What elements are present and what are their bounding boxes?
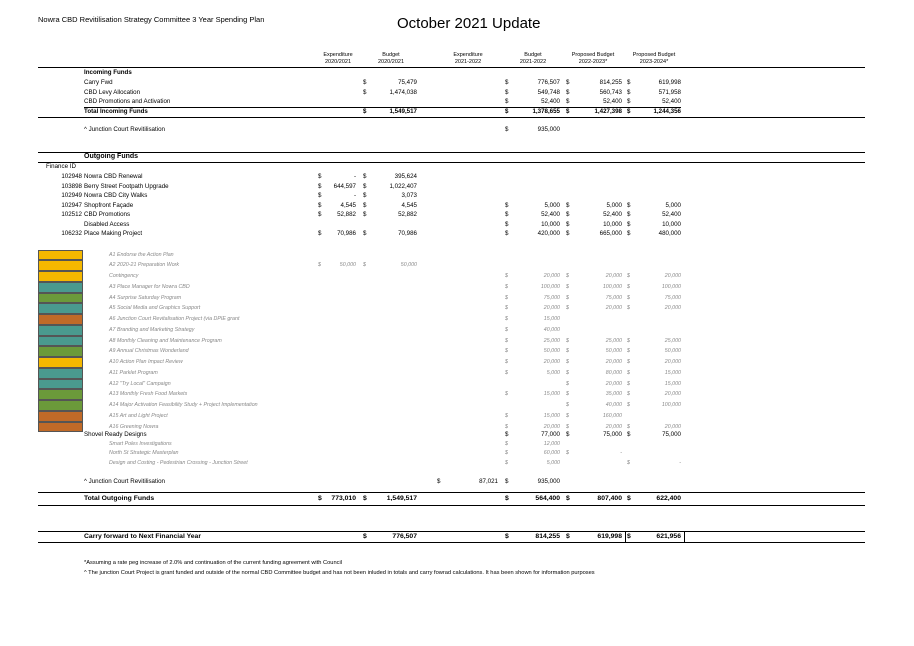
amount-bud2021: 1,549,517	[386, 495, 417, 502]
outgoing-row	[0, 201, 914, 210]
amount-p2324: 75,000	[664, 294, 681, 301]
amount-p2324: 15,000	[664, 380, 681, 387]
currency-symbol: $	[627, 220, 631, 228]
currency-symbol: $	[566, 98, 570, 106]
amount-p2324: 20,000	[664, 423, 681, 430]
currency-symbol: $	[566, 359, 569, 365]
currency-symbol: $	[505, 108, 509, 115]
amount-p2223: 560,743	[599, 88, 622, 96]
currency-symbol: $	[505, 305, 508, 312]
column-header: Expenditure 2021-2022	[453, 52, 483, 65]
amount-p2223: 10,000	[603, 220, 622, 228]
amount-exp2021: 644,597	[333, 182, 356, 190]
currency-symbol: $	[627, 88, 631, 96]
action-label: A7 Branding and Marketing Strategy	[109, 326, 195, 333]
amount-p2324: 20,000	[664, 305, 681, 312]
currency-symbol: $	[627, 294, 630, 301]
action-row	[0, 401, 914, 410]
update-title: October 2021 Update	[397, 15, 541, 32]
amount-p2324: 20,000	[664, 359, 681, 365]
finance-id: 102949	[61, 192, 82, 199]
currency-symbol: $	[566, 108, 570, 115]
action-row	[0, 337, 914, 346]
row-label: ^ Junction Court Revitilisation	[84, 478, 165, 485]
amount-p2223: 20,000	[605, 273, 622, 279]
currency-symbol: $	[566, 423, 569, 430]
action-row	[0, 347, 914, 356]
amount-bud2021: 70,986	[398, 230, 417, 237]
amount-exp2021: -	[353, 192, 356, 199]
currency-symbol: $	[505, 431, 509, 438]
amount-p2324: 15,000	[664, 369, 681, 376]
currency-symbol: $	[363, 192, 367, 199]
currency-symbol: $	[318, 211, 322, 218]
amount-p2223: 20,000	[605, 423, 622, 430]
footnote: ^ The junction Court Project is grant funded and outside of the normal CBD Committee budget and has not been inluded in totals and carry fowrad calculations. It has been shown for information purposes	[84, 570, 595, 576]
currency-symbol: $	[363, 108, 367, 115]
outgoing-total-bottom-rule	[38, 505, 865, 506]
currency-symbol: $	[627, 423, 630, 430]
currency-symbol: $	[318, 182, 322, 190]
currency-symbol: $	[363, 173, 367, 180]
currency-symbol: $	[566, 211, 570, 218]
currency-symbol: $	[505, 294, 508, 301]
column-header: Expenditure 2020/2021	[323, 52, 353, 65]
action-label: A5 Social Media and Graphics Support	[109, 305, 201, 312]
amount-p2223: 814,255	[599, 79, 622, 86]
amount-exp2021: 52,882	[337, 211, 356, 218]
currency-symbol: $	[627, 337, 630, 344]
outgoing-title	[0, 152, 914, 161]
amount-bud2021: 4,545	[401, 201, 417, 209]
currency-symbol: $	[627, 108, 631, 115]
amount-p2324: 100,000	[661, 402, 681, 408]
amount-p2324: 20,000	[664, 273, 681, 279]
currency-symbol: $	[505, 88, 509, 96]
currency-symbol: $	[627, 459, 630, 466]
amount-p2324: 50,000	[664, 348, 681, 355]
section-title: Incoming Funds	[84, 69, 132, 76]
outgoing-junction-row	[0, 477, 914, 486]
shovel-item-row	[0, 459, 914, 468]
finance-id-header	[0, 162, 914, 171]
amount-p2223: 665,000	[599, 230, 622, 237]
amount-p2324: 100,000	[661, 283, 681, 290]
currency-symbol: $	[566, 337, 569, 344]
amount-p2223: 1,427,398	[594, 108, 622, 115]
action-label: A14 Major Activation Feasibility Study + Project Implementation	[109, 402, 258, 408]
row-label: Carry Fwd	[84, 79, 113, 86]
currency-symbol: $	[318, 495, 322, 502]
currency-symbol: $	[505, 533, 509, 540]
amount-bud2122: 12,000	[543, 440, 560, 447]
amount-bud2122: 564,400	[535, 495, 560, 502]
row-label: Shovel Ready Designs	[84, 431, 147, 438]
currency-symbol: $	[566, 79, 570, 86]
action-row	[0, 304, 914, 313]
shovel-item-row	[0, 449, 914, 458]
currency-symbol: $	[627, 495, 631, 502]
amount-p2223: 20,000	[605, 380, 622, 387]
currency-symbol: $	[566, 412, 569, 419]
outgoing-row	[0, 182, 914, 191]
action-row	[0, 358, 914, 367]
amount-bud2122: 5,000	[544, 201, 560, 209]
currency-symbol: $	[505, 220, 509, 228]
currency-symbol: $	[505, 283, 508, 290]
column-header: Budget 2020/2021	[378, 52, 404, 65]
amount-bud2122: 60,000	[543, 450, 560, 456]
amount-bud2021: 3,073	[401, 192, 417, 199]
currency-symbol: $	[566, 348, 569, 355]
action-label: A3 Place Manager for Nowra CBD	[109, 283, 190, 290]
currency-symbol: $	[566, 402, 569, 408]
amount-bud2122: 549,748	[537, 88, 560, 96]
currency-symbol: $	[627, 431, 631, 438]
action-row	[0, 390, 914, 399]
amount-p2223: 35,000	[605, 391, 622, 398]
currency-symbol: $	[363, 230, 367, 237]
currency-symbol: $	[363, 495, 367, 502]
amount-p2324: 1,244,356	[653, 108, 681, 115]
currency-symbol: $	[566, 380, 569, 387]
amount-p2223: 160,000	[602, 412, 622, 419]
currency-symbol: $	[505, 230, 509, 237]
footnote: *Assuming a rate peg increase of 2.0% and continuation of the current funding agreement with Council	[84, 560, 342, 566]
row-label: Carry forward to Next Financial Year	[84, 533, 201, 540]
currency-symbol: $	[505, 326, 508, 333]
currency-symbol: $	[505, 450, 508, 456]
shovel-item-label: Design and Costing - Pedestrian Crossing - Junction Street	[109, 459, 248, 466]
carry-forward-row	[0, 532, 914, 541]
shovel-item-label: North St Strategic Masterplan	[109, 450, 179, 456]
incoming-row	[0, 97, 914, 106]
currency-symbol: $	[505, 126, 509, 133]
currency-symbol: $	[363, 182, 367, 190]
amount-p2324: 480,000	[658, 230, 681, 237]
row-label: Nowra CBD Renewal	[84, 173, 143, 180]
outgoing-total-top-rule	[38, 492, 865, 493]
amount-bud2122: 5,000	[546, 369, 560, 376]
amount-p2324: 25,000	[664, 337, 681, 344]
action-row	[0, 380, 914, 389]
amount-p2223: 52,400	[603, 98, 622, 106]
amount-bud2122: 15,000	[543, 391, 560, 398]
amount-bud2122: 776,507	[537, 79, 560, 86]
action-row	[0, 251, 914, 260]
currency-symbol: $	[627, 283, 630, 290]
amount-bud2021: 1,549,517	[389, 108, 417, 115]
currency-symbol: $	[318, 262, 321, 269]
action-row	[0, 294, 914, 303]
currency-symbol: $	[505, 273, 508, 279]
amount-bud2122: 20,000	[543, 423, 560, 430]
amount-p2223: 50,000	[605, 348, 622, 355]
currency-symbol: $	[627, 305, 630, 312]
amount-p2223: 40,000	[605, 402, 622, 408]
outgoing-row	[0, 191, 914, 200]
currency-symbol: $	[505, 478, 509, 485]
amount-bud2122: 100,000	[540, 283, 560, 290]
amount-bud2122: 50,000	[543, 348, 560, 355]
shovel-row	[0, 430, 914, 439]
amount-p2223: -	[620, 450, 622, 456]
currency-symbol: $	[505, 316, 508, 322]
action-label: A10 Action Plan Impact Review	[109, 359, 183, 365]
amount-bud2122: 40,000	[543, 326, 560, 333]
amount-bud2021: 75,479	[398, 79, 417, 86]
currency-symbol: $	[363, 88, 367, 96]
currency-symbol: $	[627, 211, 631, 218]
outgoing-total-row	[0, 494, 914, 503]
amount-bud2122: 420,000	[537, 230, 560, 237]
finance-id: 106232	[61, 230, 82, 237]
amount-p2324: -	[679, 459, 681, 466]
row-label: Total Outgoing Funds	[84, 495, 155, 502]
finance-id: 103898	[61, 182, 82, 190]
action-label: A11 Parklet Program	[109, 369, 158, 376]
currency-symbol: $	[566, 495, 570, 502]
incoming-junction-row	[0, 125, 914, 134]
amount-p2223: 807,400	[597, 495, 622, 502]
column-header: Proposed Budget 2022-2023*	[571, 52, 615, 65]
currency-symbol: $	[627, 273, 630, 279]
currency-symbol: $	[627, 369, 630, 376]
amount-bud2122: 1,378,655	[532, 108, 560, 115]
amount-bud2122: 25,000	[543, 337, 560, 344]
action-label: A2 2020-21 Preparation Work	[109, 262, 180, 269]
amount-p2324: 619,998	[658, 79, 681, 86]
currency-symbol: $	[363, 262, 366, 269]
row-label: Berry Street Footpath Upgrade	[84, 182, 169, 190]
row-label: Disabled Access	[84, 220, 130, 228]
amount-p2324: 75,000	[662, 431, 681, 438]
amount-bud2122: 935,000	[537, 478, 560, 485]
action-label: A9 Annual Christmas Wonderland	[109, 348, 189, 355]
currency-symbol: $	[505, 211, 509, 218]
action-row	[0, 261, 914, 270]
currency-symbol: $	[437, 478, 441, 485]
amount-bud2021: 1,022,407	[389, 182, 417, 190]
action-row	[0, 272, 914, 281]
amount-p2324: 52,400	[662, 98, 681, 106]
amount-exp2021: 4,545	[340, 201, 356, 209]
amount-bud2122: 935,000	[537, 126, 560, 133]
column-header: Budget 2021-2022	[519, 52, 547, 65]
action-row	[0, 326, 914, 335]
currency-symbol: $	[566, 220, 570, 228]
currency-symbol: $	[566, 201, 570, 209]
amount-p2324: 52,400	[662, 211, 681, 218]
currency-symbol: $	[363, 79, 367, 86]
amount-p2223: 80,000	[605, 369, 622, 376]
currency-symbol: $	[505, 459, 508, 466]
amount-exp2021: 70,986	[337, 230, 356, 237]
finance-id: 102948	[61, 173, 82, 180]
currency-symbol: $	[566, 533, 570, 540]
amount-bud2122: 52,400	[541, 98, 560, 106]
cell-border	[684, 532, 685, 542]
shovel-item-label: Smart Poles Investigations	[109, 440, 172, 447]
currency-symbol: $	[627, 402, 630, 408]
amount-bud2122: 20,000	[543, 273, 560, 279]
finance-id: 102512	[61, 211, 82, 218]
cell-border	[625, 532, 626, 542]
currency-symbol: $	[505, 79, 509, 86]
currency-symbol: $	[566, 305, 569, 312]
action-label: A15 Art and Light Project	[109, 412, 168, 419]
currency-symbol: $	[627, 348, 630, 355]
row-label: CBD Promotions and Activation	[84, 98, 171, 106]
amount-p2223: 75,000	[605, 294, 622, 301]
row-label: Place Making Project	[84, 230, 143, 237]
action-row	[0, 315, 914, 324]
currency-symbol: $	[363, 211, 367, 218]
currency-symbol: $	[505, 348, 508, 355]
currency-symbol: $	[505, 201, 509, 209]
currency-symbol: $	[566, 283, 569, 290]
row-label: Nowra CBD City Walks	[84, 192, 148, 199]
amount-bud2122: 15,000	[543, 316, 560, 322]
incoming-total-row	[0, 107, 914, 116]
currency-symbol: $	[505, 412, 508, 419]
action-row	[0, 283, 914, 292]
amount-bud2122: 52,400	[541, 211, 560, 218]
outgoing-row	[0, 172, 914, 181]
amount-p2324: 622,400	[656, 495, 681, 502]
shovel-item-row	[0, 440, 914, 449]
amount-p2324: 10,000	[662, 220, 681, 228]
currency-symbol: $	[318, 230, 322, 237]
currency-symbol: $	[318, 192, 322, 199]
section-title: Outgoing Funds	[84, 153, 139, 160]
currency-symbol: $	[566, 431, 570, 438]
incoming-title	[0, 68, 914, 77]
amount-p2223: 52,400	[603, 211, 622, 218]
currency-symbol: $	[505, 337, 508, 344]
amount-p2324: 621,956	[656, 533, 681, 540]
amount-exp2021: -	[353, 173, 356, 180]
action-label: Contingency	[109, 273, 139, 279]
row-label: ^ Junction Court Revitilisation	[84, 126, 165, 133]
amount-bud2122: 10,000	[541, 220, 560, 228]
currency-symbol: $	[566, 230, 570, 237]
amount-exp2122: 87,021	[479, 478, 498, 485]
amount-p2223: 100,000	[602, 283, 622, 290]
amount-p2223: 5,000	[606, 201, 622, 209]
currency-symbol: $	[363, 201, 367, 209]
action-label: A13 Monthly Fresh Food Markets	[109, 391, 188, 398]
currency-symbol: $	[566, 294, 569, 301]
action-label: A4 Surprise Saturday Program	[109, 294, 182, 301]
currency-symbol: $	[627, 359, 630, 365]
amount-p2223: 20,000	[605, 359, 622, 365]
amount-bud2122: 20,000	[543, 359, 560, 365]
column-header: Proposed Budget 2023-2024*	[632, 52, 676, 65]
total-rule	[38, 117, 865, 118]
amount-p2324: 5,000	[665, 201, 681, 209]
amount-bud2021: 776,507	[392, 533, 417, 540]
currency-symbol: $	[505, 359, 508, 365]
amount-bud2021: 52,882	[398, 211, 417, 218]
action-label: A6 Junction Court Revitalisation Project (via DPIE grant	[109, 316, 240, 322]
amount-bud2021: 50,000	[400, 262, 417, 269]
outgoing-row	[0, 229, 914, 238]
carry-bottom-rule	[38, 542, 865, 543]
amount-p2223: 75,000	[603, 431, 622, 438]
currency-symbol: $	[627, 201, 631, 209]
currency-symbol: $	[627, 230, 631, 237]
amount-bud2122: 5,000	[546, 459, 560, 466]
outgoing-row	[0, 210, 914, 219]
finance-id-label: Finance ID	[46, 163, 76, 170]
action-label: A1 Endorse the Action Plan	[109, 251, 174, 258]
currency-symbol: $	[627, 380, 630, 387]
currency-symbol: $	[627, 98, 631, 106]
amount-bud2122: 15,000	[543, 412, 560, 419]
currency-symbol: $	[505, 440, 508, 447]
action-label: A16 Greening Nowra	[109, 423, 159, 430]
currency-symbol: $	[566, 88, 570, 96]
currency-symbol: $	[627, 391, 630, 398]
amount-bud2021: 1,474,038	[389, 88, 417, 96]
currency-symbol: $	[505, 495, 509, 502]
action-row	[0, 412, 914, 421]
amount-exp2021: 773,010	[331, 495, 356, 502]
action-row	[0, 369, 914, 378]
incoming-row	[0, 88, 914, 97]
sheet-title: Nowra CBD Revitilisation Strategy Committee 3 Year Spending Plan	[38, 15, 265, 24]
currency-symbol: $	[627, 533, 631, 540]
currency-symbol: $	[505, 423, 508, 430]
currency-symbol: $	[566, 450, 569, 456]
row-label: Total Incoming Funds	[84, 108, 148, 115]
currency-symbol: $	[566, 391, 569, 398]
row-label: Shopfront Façade	[84, 201, 134, 209]
action-label: A8 Monthly Cleaning and Maintenance Program	[109, 337, 222, 344]
amount-bud2122: 20,000	[543, 305, 560, 312]
amount-exp2021: 50,000	[339, 262, 356, 269]
currency-symbol: $	[627, 79, 631, 86]
currency-symbol: $	[318, 201, 322, 209]
amount-bud2122: 814,255	[535, 533, 560, 540]
currency-symbol: $	[505, 369, 508, 376]
amount-p2223: 20,000	[605, 305, 622, 312]
amount-bud2122: 75,000	[543, 294, 560, 301]
amount-p2324: 571,958	[658, 88, 681, 96]
amount-p2223: 619,998	[597, 533, 622, 540]
currency-symbol: $	[566, 273, 569, 279]
amount-bud2021: 395,624	[394, 173, 417, 180]
currency-symbol: $	[363, 533, 367, 540]
currency-symbol: $	[566, 369, 569, 376]
currency-symbol: $	[318, 173, 322, 180]
currency-symbol: $	[505, 391, 508, 398]
finance-id: 102947	[61, 201, 82, 209]
incoming-row	[0, 78, 914, 87]
currency-symbol: $	[505, 98, 509, 106]
amount-p2324: 20,000	[664, 391, 681, 398]
amount-p2223: 25,000	[605, 337, 622, 344]
row-label: CBD Promotions	[84, 211, 131, 218]
outgoing-row	[0, 220, 914, 229]
action-label: A12 "Try Local" Campaign	[109, 380, 171, 387]
row-label: CBD Levy Allocation	[84, 88, 141, 96]
amount-bud2122: 77,000	[541, 431, 560, 438]
